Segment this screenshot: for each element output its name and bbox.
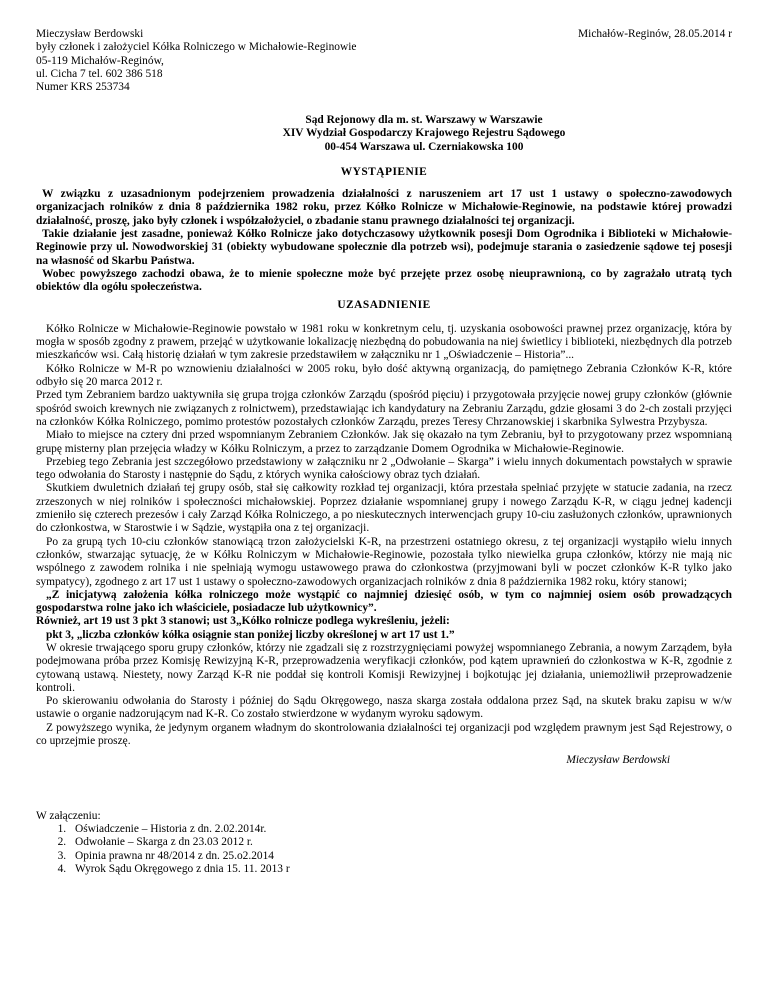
attachment-item: 4. Wyrok Sądu Okręgowego z dnia 15. 11. 2013 r [69,863,732,876]
justification-paragraph: W okresie trwającego sporu grupy członków, którzy nie zgadzali się z rozstrzygnięciami powyżej wspomnianego Zebrania, a nowym Zarządem, była podejmowana próba przez Komisję Rewizyjną K-R, przeprowadzenia weryfikacji członków, pod kątem uprawnień do członkostwa w K-R, zgodnie z cytowaną ustawą. Niestety, nowy Zarząd K-R nie poddał się kontroli Komisji Rewizyjnej i bojkotując jej działania, uniemożliwił przeprowadzenie kontroli. [36,641,732,694]
justification-paragraph: Po skierowaniu odwołania do Starosty i później do Sądu Okręgowego, nasza skarga została oddalona przez Sąd, na skutek braku zapisu w w/w ustawie o organie nadzorującym nad K-R. Co zostało stwierdzone w wydanym wyroku sądowym. [36,695,732,721]
justification-paragraph: Miało to miejsce na cztery dni przed wspomnianym Zebraniem Członków. Jak się okazało na tym Zebraniu, był to przygotowany przez wspomnianą grupę misterny plan przejęcia władzy w Kółku Rolniczym, a przez to zarządzanie Domem Ogrodnika w Michałowie-Reginowie. [36,429,732,455]
justification-title: UZASADNIENIE [337,298,431,311]
sender-role: były członek i założyciel Kółka Rolniczego w Michałowie-Reginowie [36,41,357,54]
sender-street: ul. Cicha 7 tel. 602 386 518 [36,67,163,80]
attachments-list [36,823,732,876]
attachment-item: 1. Oświadczenie – Historia z dn. 2.02.2014r. [69,823,732,836]
attachments-section [36,810,732,876]
attachments-heading: W załączeniu: [36,809,101,822]
sender-name: Mieczysław Berdowski [36,28,144,40]
letter-header [36,28,732,106]
justification-paragraph: pkt 3, „liczba członków kółka osiągnie stan poniżej liczby określonej w art 17 ust 1.” [46,628,455,641]
justification-paragraph: Skutkiem dwuletnich działań tej grupy osób, stał się całkowity rozkład tej organizacji, która przestała spełniać przyjęte w statucie zadania, na rzecz zrzeszonych w niej rolników i społeczności michałowskiej. Poprzez działanie wspomnianej grupy i nowego Zarządu K-R, w ciągu jednej kadencji zmieniło się czterech prezesów i cały Zarząd Kółka Rolniczego, a po nieskutecznych interwencjach grupy 10-ciu zasłużonych członków, uprawnionych do członkostwa, w Starostwie i w Sądzie, wystąpiła ona z tej organizacji. [36,482,732,535]
justification-section [36,323,732,749]
recipient-court: Sąd Rejonowy dla m. st. Warszawy w Warszawie [305,114,543,126]
justification-paragraph: „Z inicjatywą założenia kółka rolniczego może wystąpić co najmniej dziesięć osób, w tym co najmniej osiem osób prowadzących gospodarstwa rolne jako ich właściciele, posiadacze lub użytkownicy”. [36,588,732,615]
recipient-department: XIV Wydział Gospodarczy Krajowego Rejestru Sądowego [282,127,566,140]
signature: Mieczysław Berdowski [566,754,670,767]
attachment-item: 3. Opinia prawna nr 48/2014 z dn. 25.o2.2014 [69,850,732,863]
justification-paragraph: Z powyższego wynika, że jedynym organem władnym do skontrolowania działalności tej organizacji pod względem prawnym jest Sąd Rejestrowy, o co uprzejmie proszę. [36,721,732,748]
request-section [36,188,732,294]
sender-krs: Numer KRS 253734 [36,81,130,94]
place-date: Michałów-Reginów, 28.05.2014 r [578,28,732,40]
document-title: WYSTĄPIENIE [340,165,428,178]
recipient-block [36,114,732,154]
sender-postal: 05-119 Michałów-Reginów, [36,54,164,67]
request-paragraph: Takie działanie jest zasadne, ponieważ Kółko Rolnicze jako dotychczasowy użytkownik posesji Dom Ogrodnika i Biblioteki w Michałowie-Reginowie przy ul. Nowodworskiej 31 (obiekty wybudowane społecznie dla potrzeb wsi), podejmuje starania o zasiedzenie sądowe tej posesji na własność od Skarbu Państwa. [36,228,732,267]
sender-block [36,28,356,94]
attachment-item: 2. Odwołanie – Skarga z dn 23.03 2012 r. [69,836,732,849]
justification-paragraph: Przebieg tego Zebrania jest szczegółowo przedstawiony w załączniku nr 2 „Odwołanie – Skarga” i wielu innych dokumentach powstałych w sprawie tego odwołania do Starosty i następnie do Sądu, z których wynika całościowy obraz tych działań. [36,455,732,482]
justification-paragraph: Przed tym Zebraniem bardzo uaktywniła się grupa trojga członków Zarządu (spośród pięciu) i przygotowała przyjęcie nowej grupy członków (głównie spośród swoich krewnych nie związanych z rolnictwem), przedstawiając ich kandydatury na Zebraniu Zarządu, gdzie głosami 3 do 2-ch zostali przyjęci na członków Kółka Rolniczego, pomimo protestów pozostałych członków Zarządu, prezes Teresy Chrzanowskiej i skarbnika Sylwestra Przybysza. [36,389,732,428]
justification-paragraph: Również, art 19 ust 3 pkt 3 stanowi; ust 3„Kółko rolnicze podlega wykreśleniu, jeżeli: [36,615,450,628]
justification-paragraph: Kółko Rolnicze w M-R po wznowieniu działalności w 2005 roku, było dość aktywną organizacją, do pamiętnego Zebrania Członków K-R, które odbyło się 20 marca 2012 r. [36,362,732,389]
request-paragraph: Wobec powyższego zachodzi obawa, że to mienie społeczne może być przejęte przez osobę nieuprawnioną, co by zagrażało utratą tych obiektów dla ogółu społeczeństwa. [36,267,732,294]
justification-paragraph: Kółko Rolnicze w Michałowie-Reginowie powstało w 1981 roku w konkretnym celu, tj. uzyskania osobowości prawnej przez organizację, która by mogła w sposób zgodny z prawem, przejąć w użytkowanie lokalizację niezbędną do pobudowania na niej świetlicy i biblioteki, niezbędnych dla potrzeb mieszkańców wsi. Całą historię działań w tym zakresie przedstawiłem w załączniku nr 1 „Oświadczenie – Historia”... [36,322,732,362]
request-paragraph: W związku z uzasadnionym podejrzeniem prowadzenia działalności z naruszeniem art 17 ust 1 ustawy o społeczno-zawodowych organizacjach rolników z dnia 8 października 1982 roku, przez Kółko Rolnicze w Michałowie-Reginowie, na podstawie której prowadzi działalność, proszę, jako były członek i współzałożyciel, o zbadanie stanu prawnego działalności tej organizacji. [36,188,732,227]
recipient-address: 00-454 Warszawa ul. Czerniakowska 100 [324,140,524,153]
justification-paragraph: Po za grupą tych 10-ciu członków stanowiącą trzon założycielski K-R, na przestrzeni ostatniego okresu, z tej organizacji wystąpiło wielu innych członków, stwarzając sytuację, że w Kółku Rolniczym w Michałowie-Reginowie, pozostała tylko niewielka grupa członków, którzy nie mają nic wspólnego z zawodem rolnika i nie spełniają wymogu ustawowego prawa do członkostwa (przyjmowani byli w poczet członków K-R tylko jako sympatycy), zgodnego z art 17 ust 1 ustawy o społeczno-zawodowych organizacjach rolników z dnia 8 października 1982 roku, który stanowi; [36,535,732,588]
